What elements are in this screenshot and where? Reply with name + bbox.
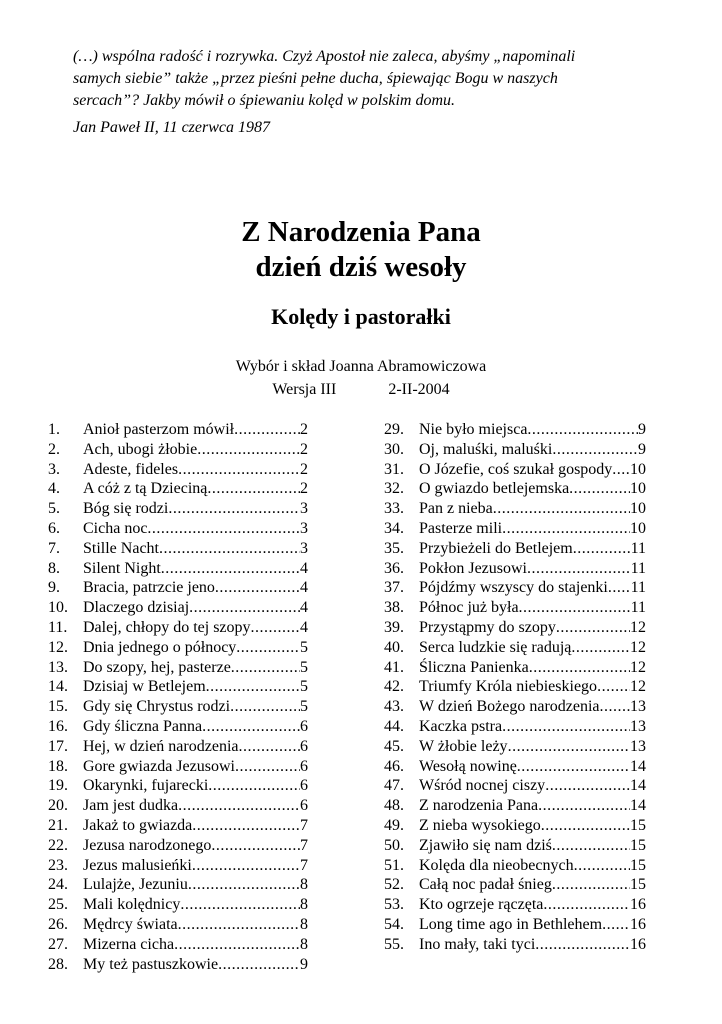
toc-entry-title: Dnia jednego o północy <box>83 638 237 656</box>
toc-dot-leader <box>180 895 300 915</box>
toc-entry-number: 23. <box>48 856 68 874</box>
toc-dot-leader <box>556 618 630 638</box>
toc-entry-page: 4 <box>300 599 308 617</box>
toc-entry <box>48 875 308 895</box>
toc-dot-leader <box>608 578 631 598</box>
toc-entry <box>48 479 308 499</box>
toc-dot-leader <box>251 618 300 638</box>
toc-dot-leader <box>207 479 300 499</box>
toc-entry-page: 10 <box>630 480 646 498</box>
toc-entry-page: 9 <box>638 440 646 458</box>
toc-entry-page: 6 <box>300 757 308 775</box>
toc-entry-page: 13 <box>630 717 646 735</box>
toc-entry-number: 33. <box>384 500 404 518</box>
toc-entry-number: 32. <box>384 480 404 498</box>
toc-entry-page: 6 <box>300 717 308 735</box>
toc-entry-page: 16 <box>630 896 646 914</box>
toc-entry-title: Ach, ubogi żłobie <box>83 440 198 458</box>
toc-entry-title: Okarynki, fujarecki <box>83 777 209 795</box>
toc-entry-number: 4. <box>48 480 60 498</box>
toc-entry-title: W dzień Bożego narodzenia <box>419 698 600 716</box>
toc-entry-title: Serca ludzkie się radują <box>419 638 572 656</box>
toc-entry-title: Silent Night <box>83 559 161 577</box>
toc-entry <box>48 915 308 935</box>
toc-entry-page: 7 <box>300 836 308 854</box>
toc-entry-title: Zjawiło się nam dziś <box>419 836 552 854</box>
toc-entry <box>384 460 646 480</box>
toc-entry <box>384 559 646 579</box>
toc-dot-leader <box>197 440 300 460</box>
toc-entry <box>48 935 308 955</box>
toc-entry-title: Gdy śliczna Panna <box>83 717 203 735</box>
toc-dot-leader <box>574 856 630 876</box>
toc-dot-leader <box>508 737 630 757</box>
toc-entry-title: Pan z nieba <box>419 500 493 518</box>
toc-dot-leader <box>215 578 300 598</box>
toc-dot-leader <box>234 420 300 440</box>
toc-entry-number: 29. <box>384 421 404 438</box>
toc-dot-leader <box>188 875 300 895</box>
toc-dot-leader <box>231 658 300 678</box>
toc-dot-leader <box>569 479 630 499</box>
toc-entry-number: 5. <box>48 500 60 518</box>
toc-entry-number: 9. <box>48 579 60 597</box>
toc-entry-title: Nie było miejsca <box>419 421 528 438</box>
toc-entry-number: 7. <box>48 539 60 557</box>
toc-entry-title: Mizerna cicha <box>83 935 175 953</box>
toc-entry-title: Stille Nacht <box>83 539 159 557</box>
toc-entry-page: 7 <box>300 856 308 874</box>
toc-entry-title: Do szopy, hej, pasterze <box>83 658 231 676</box>
toc-entry <box>384 697 646 717</box>
toc-entry-title: Pójdźmy wszyscy do stajenki <box>419 579 608 597</box>
toc-entry-number: 25. <box>48 896 68 914</box>
toc-entry-title: Jam jest dudka <box>83 797 179 815</box>
toc-dot-leader <box>573 539 631 559</box>
toc-entry <box>48 578 308 598</box>
toc-entry-title: Gore gwiazda Jezusowi <box>83 757 235 775</box>
toc-dot-leader <box>602 915 630 935</box>
toc-entry-page: 15 <box>630 816 646 834</box>
toc-dot-leader <box>527 559 631 579</box>
page-title-line-2: dzień dziś wesoły <box>255 251 467 283</box>
toc-entry-title: Jezusa narodzonego <box>83 836 212 854</box>
toc-dot-leader <box>236 638 300 658</box>
toc-entry-title: Przybieżeli do Betlejem <box>419 539 573 557</box>
epigraph-line: samych siebie” także „przez pieśni pełne ducha, śpiewając Bogu w naszych <box>73 70 558 87</box>
toc-dot-leader <box>502 717 630 737</box>
toc-entry-number: 51. <box>384 856 404 874</box>
toc-entry-number: 3. <box>48 460 60 478</box>
toc-entry-page: 15 <box>630 836 646 854</box>
toc-entry-page: 14 <box>630 777 646 795</box>
toc-entry-page: 12 <box>630 618 646 636</box>
credits: Wybór i skład Joanna Abramowiczowa <box>235 358 487 375</box>
toc-dot-leader <box>230 697 300 717</box>
toc-entry-page: 2 <box>300 421 308 438</box>
toc-entry <box>384 479 646 499</box>
toc-entry <box>48 955 308 975</box>
toc-entry-number: 55. <box>384 935 404 953</box>
toc-entry-page: 13 <box>630 698 646 716</box>
toc-entry-page: 11 <box>630 599 646 617</box>
toc-entry <box>384 598 646 618</box>
toc-entry-page: 8 <box>300 915 308 933</box>
toc-entry-page: 4 <box>300 618 308 636</box>
toc-entry <box>48 776 308 796</box>
toc-entry-number: 44. <box>384 717 404 735</box>
toc-dot-leader <box>527 420 638 440</box>
toc-entry-title: Mędrcy świata <box>83 915 178 933</box>
toc-entry-number: 14. <box>48 678 68 696</box>
toc-dot-leader <box>238 737 300 757</box>
toc-entry-page: 14 <box>630 797 646 815</box>
toc-entry-number: 10. <box>48 599 68 617</box>
toc-entry-page: 5 <box>300 658 308 676</box>
toc-entry-page: 3 <box>300 539 308 557</box>
toc-dot-leader <box>529 658 630 678</box>
toc-entry-number: 15. <box>48 698 68 716</box>
toc-entry-number: 53. <box>384 896 404 914</box>
toc-entry-page: 2 <box>300 460 308 478</box>
toc-entry-number: 8. <box>48 559 60 577</box>
toc-entry-number: 18. <box>48 757 68 775</box>
toc-entry-title: Kto ogrzeje rączęta <box>419 896 544 914</box>
toc-entry-page: 3 <box>300 519 308 537</box>
toc-entry <box>48 638 308 658</box>
toc-entry-title: Pasterze mili <box>419 519 503 537</box>
toc-dot-leader <box>147 519 300 539</box>
toc-dot-leader <box>571 638 630 658</box>
toc-entry-number: 39. <box>384 618 404 636</box>
toc-entry-title: W żłobie leży <box>419 737 508 755</box>
version-date: 2-II-2004 <box>388 381 450 398</box>
toc-entry <box>48 598 308 618</box>
toc-entry <box>384 519 646 539</box>
toc-entry-number: 50. <box>384 836 404 854</box>
toc-entry-page: 9 <box>300 955 308 973</box>
toc-entry-title: O gwiazdo betlejemska <box>419 480 570 498</box>
toc-entry-number: 12. <box>48 638 68 656</box>
toc-entry-number: 26. <box>48 915 68 933</box>
version-label: Wersja III <box>272 381 337 398</box>
toc-entry-number: 30. <box>384 440 404 458</box>
toc-entry-page: 6 <box>300 777 308 795</box>
toc-dot-leader <box>493 499 630 519</box>
toc-entry-title: Ino mały, taki tyci <box>419 935 536 953</box>
toc-dot-leader <box>545 776 630 796</box>
toc-entry-title: Cicha noc <box>83 519 148 537</box>
toc-dot-leader <box>174 935 300 955</box>
toc-entry-number: 34. <box>384 519 404 537</box>
toc-entry-title: Z nieba wysokiego <box>419 816 541 834</box>
toc-entry-page: 16 <box>630 915 646 933</box>
epigraph-line: sercach”? Jakby mówił o śpiewaniu kolęd w polskim domu. <box>73 92 456 109</box>
toc-dot-leader <box>535 935 630 955</box>
toc-entry <box>48 539 308 559</box>
page-subtitle: Kolędy i pastorałki <box>271 304 451 329</box>
toc-entry <box>384 420 646 440</box>
toc-entry <box>384 856 646 876</box>
toc-entry-title: Dzisiaj w Betlejem <box>83 678 206 696</box>
toc-entry-number: 11. <box>48 618 68 636</box>
toc-entry-title: Przystąpmy do szopy <box>419 618 556 636</box>
toc-entry <box>384 875 646 895</box>
toc-entry-number: 21. <box>48 816 68 834</box>
toc-entry <box>48 856 308 876</box>
toc-dot-leader <box>538 796 630 816</box>
toc-entry <box>384 935 646 955</box>
toc-entry-title: Bracia, patrzcie jeno <box>83 579 215 597</box>
toc-entry-page: 11 <box>630 539 646 557</box>
toc-entry-page: 10 <box>630 460 646 478</box>
toc-entry-page: 8 <box>300 876 308 894</box>
toc-entry-number: 47. <box>384 777 404 795</box>
toc-entry-number: 27. <box>48 935 68 953</box>
toc-entry-number: 28. <box>48 955 68 973</box>
toc-dot-leader <box>159 539 300 559</box>
toc-entry-page: 4 <box>300 559 308 577</box>
toc-entry-title: Z narodzenia Pana <box>419 797 539 815</box>
toc-dot-leader <box>517 757 630 777</box>
toc-entry <box>384 895 646 915</box>
toc-entry-title: Jakaż to gwiazda <box>83 816 193 834</box>
epigraph <box>73 46 673 139</box>
toc-entry <box>384 638 646 658</box>
toc-entry-number: 43. <box>384 698 404 716</box>
toc-entry-title: Pokłon Jezusowi <box>419 559 527 577</box>
toc-entry-title: Gdy się Chrystus rodzi <box>83 698 231 716</box>
toc-dot-leader <box>552 875 630 895</box>
toc-entry-page: 4 <box>300 579 308 597</box>
toc-entry-number: 19. <box>48 777 68 795</box>
page-title-line-1: Z Narodzenia Pana <box>241 216 481 248</box>
toc-entry <box>384 658 646 678</box>
toc-entry-page: 2 <box>300 440 308 458</box>
toc-entry <box>384 836 646 856</box>
toc-dot-leader <box>178 796 300 816</box>
toc-entry-page: 5 <box>300 678 308 696</box>
toc-entry <box>384 776 646 796</box>
toc-entry-number: 49. <box>384 816 404 834</box>
toc-entry <box>384 618 646 638</box>
toc-entry-number: 2. <box>48 440 60 458</box>
toc-dot-leader <box>192 856 300 876</box>
toc-entry-title: Wesołą nowinę <box>419 757 517 775</box>
version-line <box>0 380 722 400</box>
toc-entry-number: 41. <box>384 658 404 676</box>
toc-entry-page: 11 <box>630 559 646 577</box>
toc-entry-number: 52. <box>384 876 404 894</box>
toc-entry-title: Północ już była <box>419 599 519 617</box>
toc-entry <box>384 757 646 777</box>
toc-entry <box>384 499 646 519</box>
toc-entry <box>48 440 308 460</box>
toc-column-right <box>384 420 646 955</box>
toc-entry <box>48 697 308 717</box>
toc-entry-title: Oj, maluśki, maluśki <box>419 440 553 458</box>
toc-entry-title: Triumfy Króla niebieskiego <box>419 678 598 696</box>
toc-dot-leader <box>189 598 300 618</box>
toc-dot-leader <box>235 757 300 777</box>
toc-entry <box>48 677 308 697</box>
toc-dot-leader <box>218 955 300 975</box>
toc-entry-page: 7 <box>300 816 308 834</box>
toc-entry-title: Całą noc padał śnieg <box>419 876 552 894</box>
toc-entry-page: 10 <box>630 500 646 518</box>
toc-entry-number: 24. <box>48 876 68 894</box>
toc-entry <box>384 915 646 935</box>
toc-entry-title: Lulajże, Jezuniu <box>83 876 188 894</box>
toc-dot-leader <box>161 559 300 579</box>
toc-entry <box>384 737 646 757</box>
epigraph-line: (…) wspólna radość i rozrywka. Czyż Apostoł nie zaleca, abyśmy „napominali <box>73 48 576 65</box>
toc-dot-leader <box>543 895 630 915</box>
toc-entry-page: 2 <box>300 480 308 498</box>
toc-entry <box>48 559 308 579</box>
toc-dot-leader <box>168 499 300 519</box>
toc-dot-leader <box>206 677 300 697</box>
toc-entry-number: 35. <box>384 539 404 557</box>
toc-entry-number: 37. <box>384 579 404 597</box>
toc-entry <box>48 499 308 519</box>
toc-entry <box>48 618 308 638</box>
toc-entry-title: Long time ago in Bethlehem <box>419 915 603 933</box>
toc-entry-title: O Józefie, coś szukał gospody <box>419 460 613 478</box>
toc-entry <box>384 440 646 460</box>
toc-entry <box>384 539 646 559</box>
toc-entry-number: 17. <box>48 737 68 755</box>
toc-entry-number: 20. <box>48 797 68 815</box>
toc-entry <box>48 796 308 816</box>
toc-column-left <box>48 420 308 974</box>
toc-dot-leader <box>202 717 300 737</box>
toc-entry-title: Jezus malusieńki <box>83 856 192 874</box>
toc-entry <box>48 737 308 757</box>
toc-entry-page: 8 <box>300 935 308 953</box>
toc-entry <box>48 836 308 856</box>
toc-dot-leader <box>541 816 630 836</box>
toc-entry-title: Dlaczego dzisiaj <box>83 599 190 617</box>
toc-entry <box>384 578 646 598</box>
toc-entry <box>384 796 646 816</box>
toc-entry-number: 31. <box>384 460 404 478</box>
toc-entry <box>48 420 308 440</box>
toc-entry-title: Hej, w dzień narodzenia <box>83 737 239 755</box>
toc-entry-page: 12 <box>630 678 646 696</box>
toc-entry-page: 5 <box>300 698 308 716</box>
toc-entry <box>48 519 308 539</box>
toc-entry <box>48 895 308 915</box>
toc-entry-title: Mali kolędnicy <box>83 896 181 914</box>
toc-entry-number: 13. <box>48 658 68 676</box>
toc-entry-page: 3 <box>300 500 308 518</box>
toc-entry-title: My też pastuszkowie <box>83 955 219 973</box>
toc-entry-page: 15 <box>630 876 646 894</box>
toc-entry <box>48 816 308 836</box>
toc-entry-title: Kolęda dla nieobecnych <box>419 856 574 874</box>
toc-entry-page: 14 <box>630 757 646 775</box>
toc-entry <box>48 460 308 480</box>
toc-entry-title: Anioł pasterzom mówił <box>83 421 235 438</box>
toc-entry <box>48 717 308 737</box>
toc-dot-leader <box>178 460 300 480</box>
toc-entry-title: Kaczka pstra <box>419 717 503 735</box>
toc-entry-number: 22. <box>48 836 68 854</box>
toc-entry-page: 11 <box>630 579 646 597</box>
toc-dot-leader <box>552 440 638 460</box>
toc-entry-title: Dalej, chłopy do tej szopy <box>83 618 251 636</box>
toc-dot-leader <box>600 697 630 717</box>
toc-dot-leader <box>597 677 630 697</box>
toc-entry-number: 46. <box>384 757 404 775</box>
toc-dot-leader <box>211 836 300 856</box>
epigraph-attribution: Jan Paweł II, 11 czerwca 1987 <box>73 119 270 136</box>
toc-dot-leader <box>612 460 630 480</box>
toc-entry-number: 38. <box>384 599 404 617</box>
toc-dot-leader <box>192 816 300 836</box>
toc-entry-number: 42. <box>384 678 404 696</box>
toc-entry-title: Bóg się rodzi <box>83 500 169 518</box>
toc-entry-number: 40. <box>384 638 404 656</box>
toc-entry-number: 45. <box>384 737 404 755</box>
toc-entry-number: 1. <box>48 421 60 438</box>
toc-entry <box>48 658 308 678</box>
toc-entry-page: 6 <box>300 797 308 815</box>
toc-entry-number: 16. <box>48 717 68 735</box>
toc-dot-leader <box>208 776 300 796</box>
toc-entry <box>384 717 646 737</box>
toc-entry <box>384 677 646 697</box>
toc-entry-page: 15 <box>630 856 646 874</box>
toc-entry <box>384 816 646 836</box>
toc-entry-number: 6. <box>48 519 60 537</box>
toc-entry-title: Śliczna Panienka <box>419 658 529 676</box>
toc-entry-title: Adeste, fideles <box>83 460 179 478</box>
toc-entry-page: 10 <box>630 519 646 537</box>
toc-entry-page: 9 <box>638 421 646 438</box>
toc-entry-page: 16 <box>630 935 646 953</box>
toc-entry-page: 6 <box>300 737 308 755</box>
toc-entry-page: 13 <box>630 737 646 755</box>
toc-entry-page: 12 <box>630 658 646 676</box>
toc-entry-page: 8 <box>300 896 308 914</box>
toc-dot-leader <box>519 598 631 618</box>
toc-entry-title: A cóż z tą Dzieciną <box>83 480 208 498</box>
toc-dot-leader <box>502 519 630 539</box>
toc-entry-number: 48. <box>384 797 404 815</box>
toc-entry <box>48 757 308 777</box>
toc-entry-page: 12 <box>630 638 646 656</box>
toc-dot-leader <box>552 836 630 856</box>
toc-dot-leader <box>178 915 300 935</box>
toc-entry-number: 54. <box>384 915 404 933</box>
toc-entry-page: 5 <box>300 638 308 656</box>
toc-entry-title: Wśród nocnej ciszy <box>419 777 546 795</box>
toc-entry-number: 36. <box>384 559 404 577</box>
